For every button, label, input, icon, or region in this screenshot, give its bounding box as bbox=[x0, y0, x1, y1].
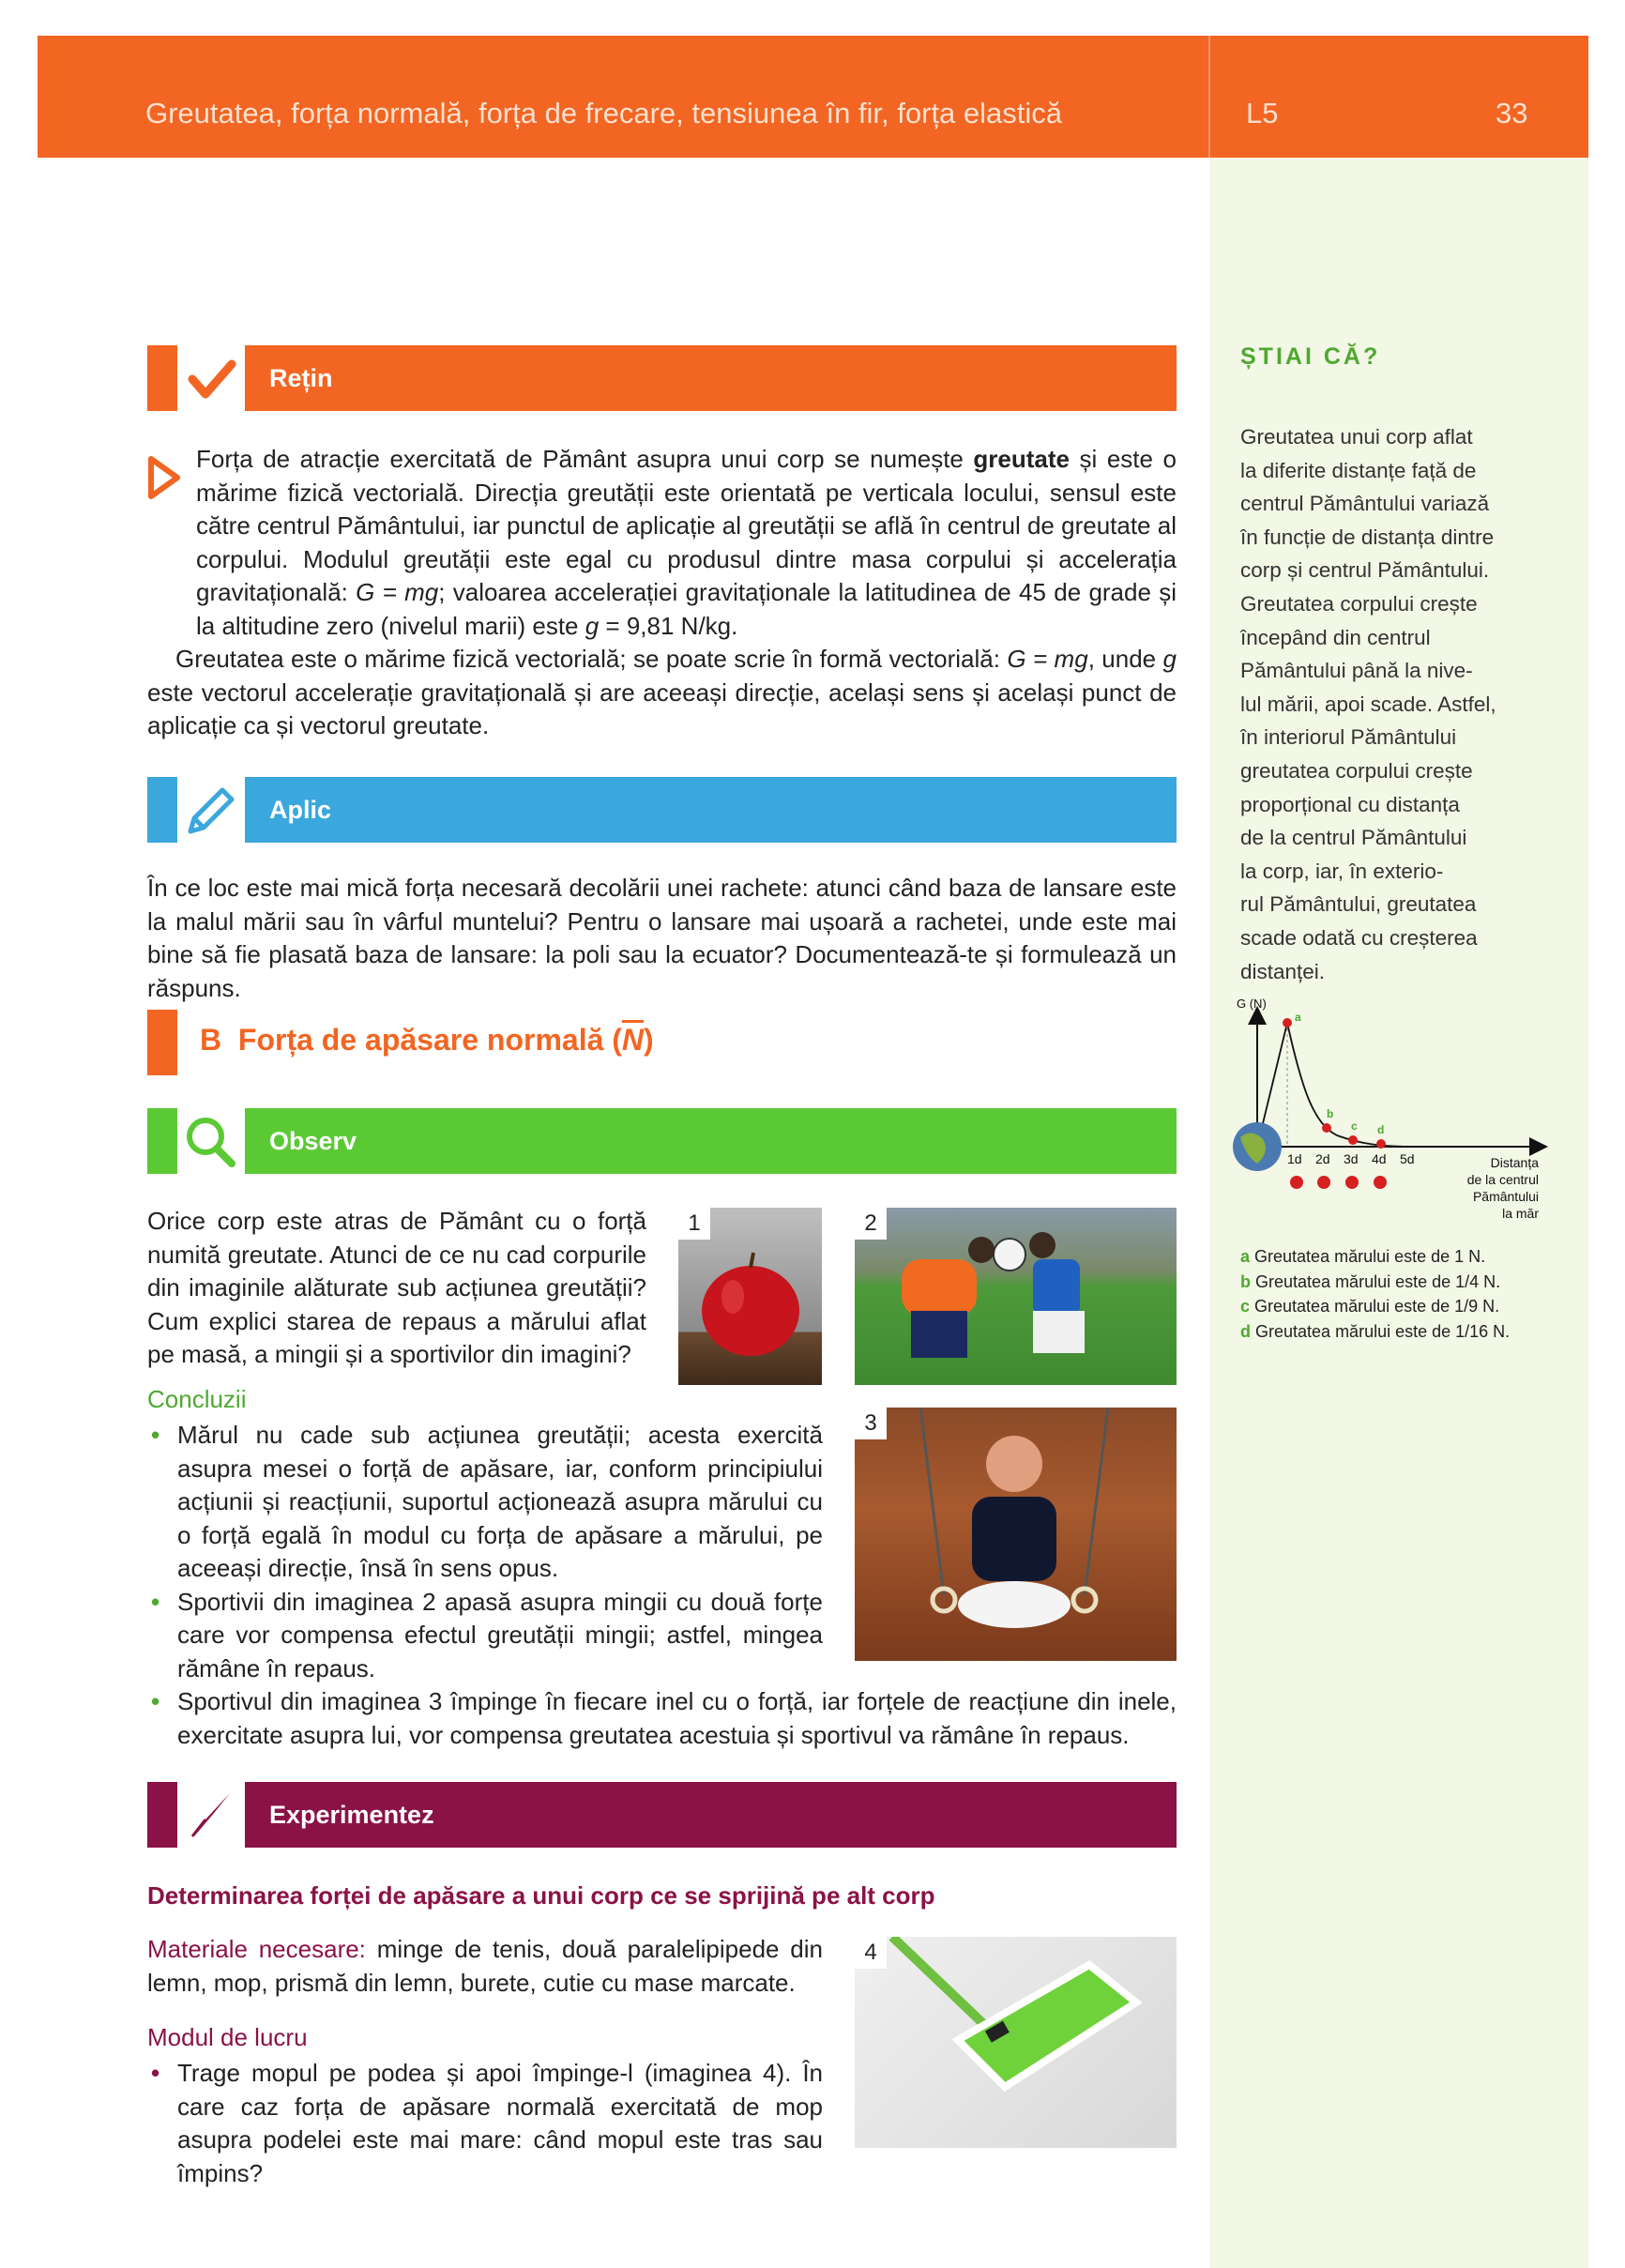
data-point-a bbox=[1283, 1018, 1292, 1027]
x-axis-label: Pământului bbox=[1472, 1189, 1539, 1204]
apple-marker bbox=[1345, 1176, 1359, 1189]
section-b-heading: B Forța de apăsare normală $(\overline{N})$ bbox=[200, 1023, 654, 1057]
aplic-text: În ce loc este mai mică forța necesară decolării unei rachete: atunci când baza de lansare este la malul mării sau în vârful muntelui? Pentru o lansare mai ușoară a rachetei, unde este mai bine să fie plasată baza de lansare: la poli sau la ecuator? Documentează-te și formulează un răspuns. bbox=[147, 874, 1177, 1002]
image-number: 1 bbox=[678, 1208, 710, 1240]
sidebar-title: ȘTIAI CĂ? bbox=[1240, 343, 1381, 370]
tick-label: 4d bbox=[1372, 1151, 1387, 1166]
tick-label: 1d bbox=[1287, 1151, 1302, 1166]
experiment-title: Determinarea forței de apăsare a unui corp ce se sprijină pe alt corp bbox=[147, 1881, 935, 1910]
legend-item: d Greutatea mărului este de 1/16 N. bbox=[1240, 1321, 1511, 1341]
retin-label: Rețin bbox=[269, 364, 333, 392]
gravity-curve bbox=[1257, 1023, 1417, 1147]
image-gymnast bbox=[855, 1408, 1177, 1661]
image-apple bbox=[678, 1208, 822, 1385]
legend-item: c Greutatea mărului este de 1/9 N. bbox=[1240, 1297, 1500, 1316]
observ-bar bbox=[147, 1108, 1177, 1174]
label-b: b bbox=[1327, 1107, 1334, 1120]
tick-label: 5d bbox=[1400, 1151, 1415, 1166]
data-point-b bbox=[1322, 1123, 1331, 1133]
image-football-players bbox=[855, 1208, 1177, 1385]
conclusions-title: Concluzii bbox=[147, 1385, 247, 1413]
image-number: 3 bbox=[855, 1408, 887, 1439]
data-point-c bbox=[1348, 1135, 1358, 1145]
x-axis-label: la măr bbox=[1502, 1206, 1539, 1221]
list-item: • Mărul nu cade sub acțiunea greutății; acesta exercită asupra mesei o forță de apăsare, iar, conform principiului acțiunii și reacțiunii, suportul acționează asupra mărului cu o forță egală în modul cu forța de apăsare a mărului, pe aceeași direcție, însă în sens opus. bbox=[147, 1419, 823, 1586]
list-item: • Sportivul din imaginea 3 împinge în fiecare inel cu o forță, iar forțele de reacțiune din inele, exercitate asupra lui, vor compensa greutatea acestuia și sportivul va rămâne în repaus. bbox=[147, 1685, 1177, 1752]
method-title: Modul de lucru bbox=[147, 2023, 308, 2051]
lesson-number: L5 bbox=[1246, 97, 1279, 129]
aplic-bar bbox=[147, 777, 1177, 843]
apple-marker bbox=[1317, 1176, 1330, 1189]
header-divider bbox=[1208, 36, 1210, 158]
page-number: 33 bbox=[1496, 97, 1528, 129]
checkmark-icon bbox=[177, 345, 245, 411]
x-axis-label: Distanța bbox=[1490, 1155, 1539, 1170]
x-axis-label: de la centrul bbox=[1466, 1172, 1539, 1187]
players-icon bbox=[855, 1208, 1177, 1385]
tick-label: 2d bbox=[1315, 1151, 1330, 1166]
section-b-marker bbox=[147, 1010, 177, 1075]
label-c: c bbox=[1351, 1119, 1358, 1133]
apple-marker bbox=[1290, 1176, 1303, 1189]
apple-marker bbox=[1374, 1176, 1387, 1189]
legend-item: a Greutatea mărului este de 1 N. bbox=[1240, 1247, 1486, 1266]
observ-intro: Orice corp este atras de Pământ cu o forță numită greutate. Atunci de ce nu cad corpurile din imaginile alăturate sub acțiunea greutății? Cum explici starea de repaus a mărului aflat pe masă, a mingii și a sportivilor din imagini? bbox=[147, 1207, 646, 1368]
experimentez-label: Experimentez bbox=[269, 1801, 434, 1829]
sidebar-text: Greutatea unui corp aflat la diferite distanțe față de centrul Pământului variază în funcție de distanța dintre corp și centrul Pământului. Greutatea corpului crește începând din centrul Pământului până la nive- lul mării, apoi scade. Astfel, în interiorul Pământului greutatea corpului crește proporțional cu distanța de la centrul Pământului la corp, iar, în exterio- rul Pământului, greutatea scade odată cu creșterea distanței. bbox=[1240, 425, 1496, 983]
data-point-d bbox=[1376, 1139, 1386, 1149]
retin-bar bbox=[147, 345, 1177, 411]
magnifier-icon bbox=[177, 1108, 245, 1174]
header-title: Greutatea, forța normală, forța de frecare, tensiunea în fir, forța elastică bbox=[145, 97, 1063, 129]
observ-label: Observ bbox=[269, 1127, 357, 1155]
materials-text: Materiale necesare: minge de tenis, două paralelipipede din lemn, mop, prismă din lemn, burete, cutie cu mase marcate. bbox=[147, 1935, 823, 1997]
gravity-graph bbox=[1220, 987, 1557, 1241]
mop-icon bbox=[855, 1937, 1177, 2148]
compass-icon bbox=[177, 1782, 245, 1848]
gymnast-icon bbox=[855, 1408, 1177, 1661]
retin-text: Forța de atracție exercitată de Pământ asupra unui corp se numește greutate și este o mărime fizică vectorială. Direcția greutății este orientată pe verticala locului, sensul este către centrul Pământului, iar punctul de aplicație al greutății se află în centrul de greutate al corpului. Modulul greutății este egal cu produsul dintre masa corpului și accelerația gravitațională: G = mg; valoarea accelerației gravitaționale la latitudinea de 45 de grade și la altitudine zero (nivelul marii) este g = 9,81 N/kg. Greutatea este o mărime fizică vectorială; se poate scrie în formă vectorială: G = mg, unde g este vectorul accelerație gravitațională și are aceeași direcție, același sens și același punct de aplicație ca și vectorul greutate. bbox=[147, 445, 1177, 739]
list-item: • Sportivii din imaginea 2 apasă asupra mingii cu două forțe care vor compensa efectul greutății mingii; astfel, mingea rămâne în repaus. bbox=[147, 1586, 823, 1686]
list-item: • Trage mopul pe podea și apoi împinge-l (imaginea 4). În care caz forța de apăsare normală exercitată de mop asupra podelei este mai mare: când mopul este tras sau împins? bbox=[147, 2057, 823, 2190]
label-d: d bbox=[1377, 1123, 1385, 1136]
conclusions-list-b bbox=[147, 1685, 1177, 1752]
method-list bbox=[147, 2057, 823, 2190]
image-number: 4 bbox=[855, 1937, 887, 1969]
aplic-label: Aplic bbox=[269, 796, 332, 824]
experimentez-bar bbox=[147, 1782, 1177, 1848]
y-axis-label: G (N) bbox=[1237, 997, 1267, 1011]
tick-label: 3d bbox=[1344, 1151, 1359, 1166]
image-mop bbox=[855, 1937, 1177, 2148]
pencil-icon bbox=[177, 777, 245, 843]
graph-legend bbox=[1240, 1244, 1578, 1344]
legend-item: b Greutatea mărului este de 1/4 N. bbox=[1240, 1271, 1501, 1291]
conclusions-list-a bbox=[147, 1419, 823, 1685]
label-a: a bbox=[1295, 1011, 1301, 1024]
image-number: 2 bbox=[855, 1208, 887, 1240]
